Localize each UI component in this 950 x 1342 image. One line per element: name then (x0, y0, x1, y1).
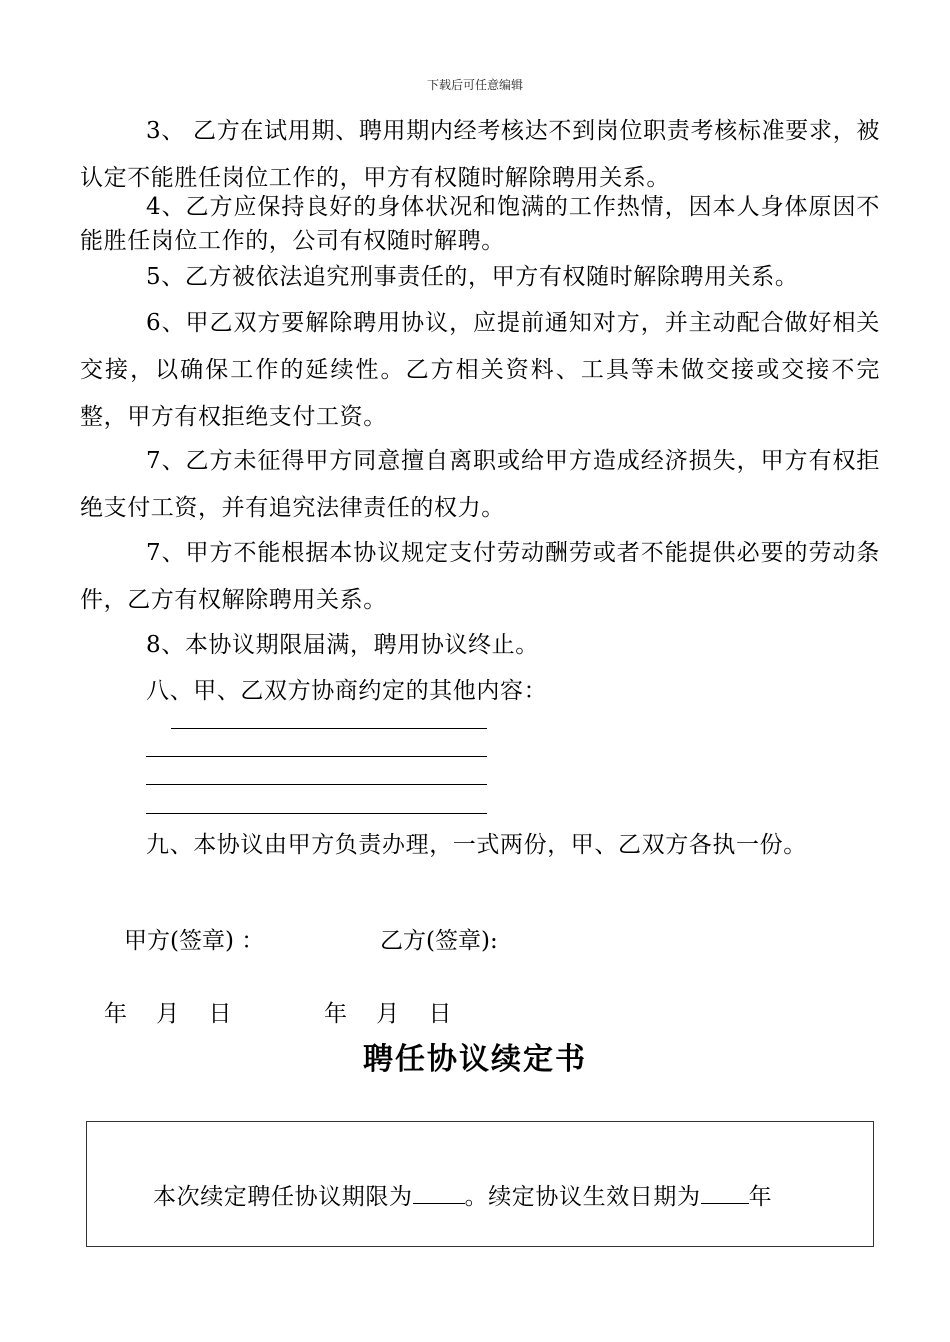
renewal-box (86, 1121, 874, 1247)
party-b-signature-label: 乙方(签章): (380, 928, 498, 954)
party-a-signature-label: 甲方(签章) ： (124, 928, 265, 954)
clause-5: 5、乙方被依法追究刑事责任的，甲方有权随时解除聘用关系。 (146, 264, 799, 290)
renewal-text-part2: 。续定协议生效日期为 (464, 1184, 701, 1210)
party-b-date: 年 月 日 (324, 1001, 452, 1027)
fill-line-2 (146, 756, 487, 757)
renewal-text-part3: 年 (748, 1184, 773, 1210)
renewal-term-blank[interactable] (413, 1185, 465, 1204)
fill-line-3 (146, 784, 487, 785)
section-9: 九、本协议由甲方负责办理，一式两份，甲、乙双方各执一份。 (146, 832, 807, 858)
clause-7a: 7、乙方未征得甲方同意擅自离职或给甲方造成经济损失，甲方有权拒绝支付工资，并有追究法律责任的权力。 (80, 448, 880, 521)
renewal-text-part1: 本次续定聘任协议期限为 (153, 1184, 413, 1210)
clause-6: 6、甲乙双方要解除聘用协议，应提前通知对方，并主动配合做好相关交接，以确保工作的延续性。乙方相关资料、工具等未做交接或交接不完整，甲方有权拒绝支付工资。 (80, 310, 880, 430)
renewal-text (153, 1178, 772, 1211)
fill-line-4 (146, 813, 487, 814)
fill-line-1 (171, 728, 487, 729)
party-a-date: 年 月 日 (104, 1001, 232, 1027)
clause-3: 3、 乙方在试用期、聘用期内经考核达不到岗位职责考核标准要求，被认定不能胜任岗位工作的，甲方有权随时解除聘用关系。 (80, 118, 880, 191)
renewal-title: 聘任协议续定书 (363, 1042, 587, 1077)
clause-4: 4、乙方应保持良好的身体状况和饱满的工作热情，因本人身体原因不能胜任岗位工作的，公司有权随时解聘。 (80, 194, 880, 254)
page-header-note: 下载后可任意编辑 (426, 78, 523, 92)
renewal-year-blank[interactable] (701, 1185, 749, 1204)
section-8-heading: 八、甲、乙双方协商约定的其他内容： (146, 678, 548, 704)
clause-8: 8、本协议期限届满，聘用协议终止。 (146, 632, 539, 658)
clause-7b: 7、甲方不能根据本协议规定支付劳动酬劳或者不能提供必要的劳动条件，乙方有权解除聘用关系。 (80, 540, 880, 613)
